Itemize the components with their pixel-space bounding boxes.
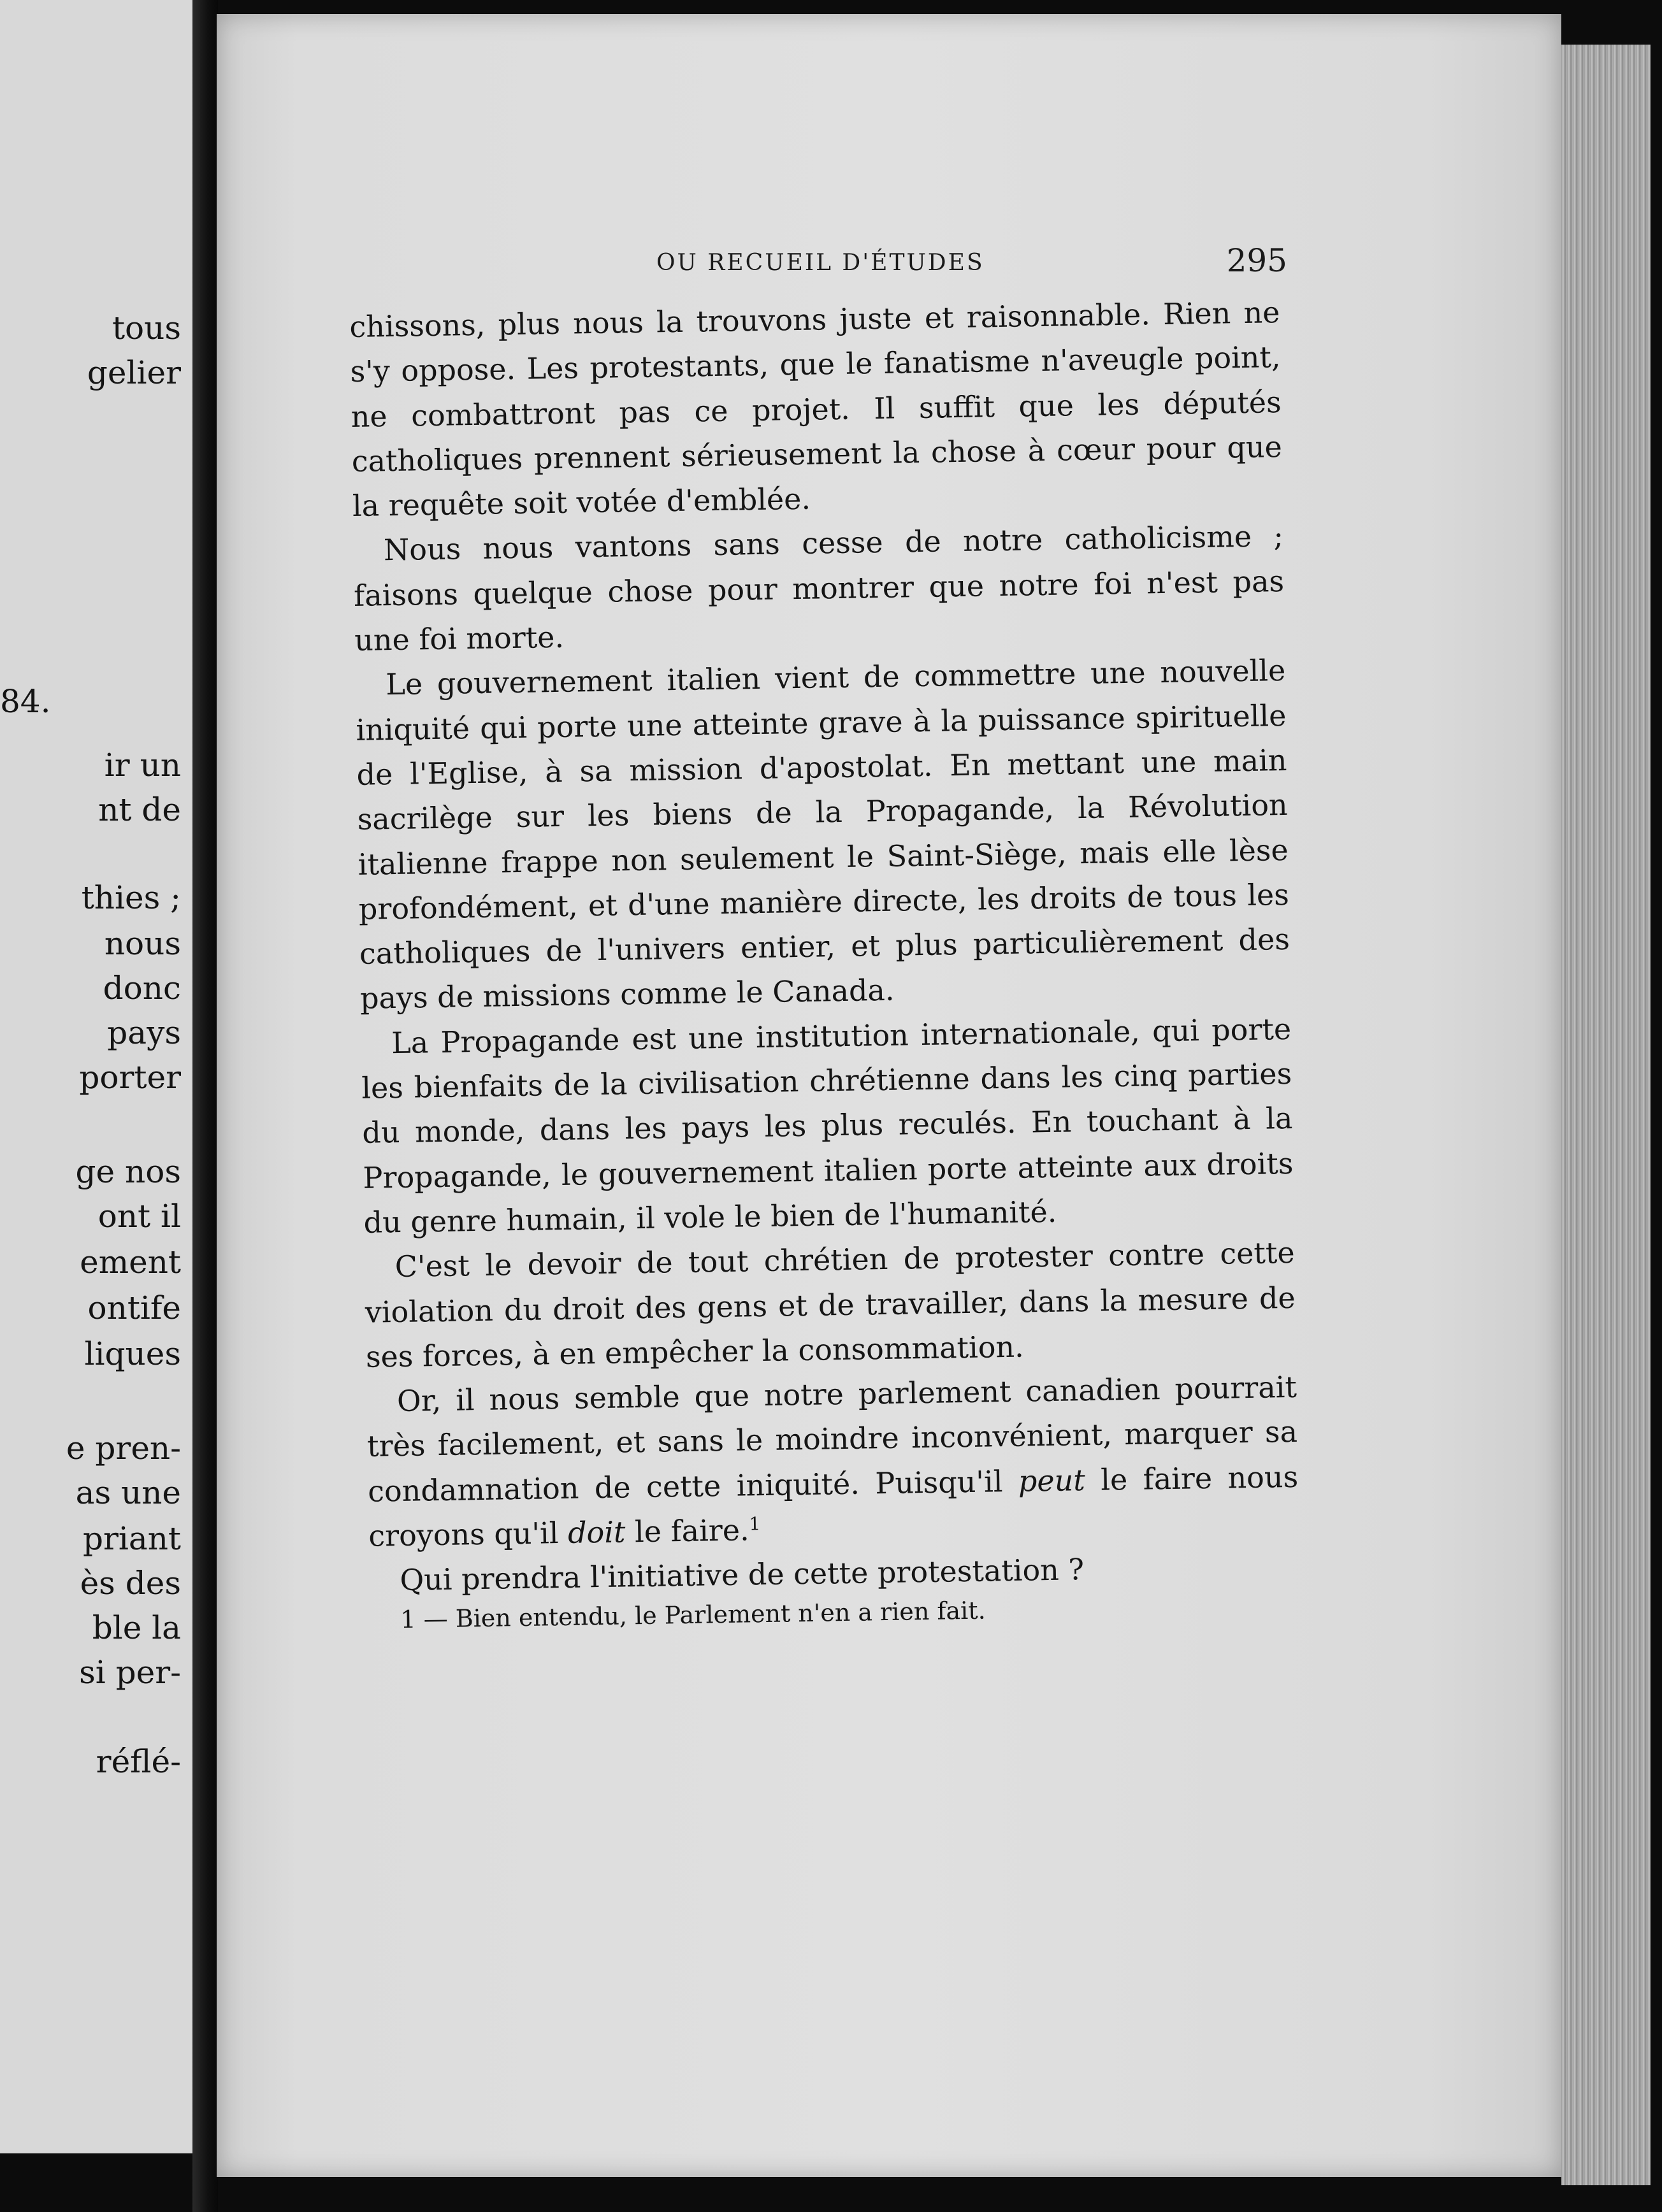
paragraph: Nous nous vantons sans cesse de notre catholicisme ; faisons quelque chose pour montrer que notre foi n'est pas une foi morte.: [353, 519, 1285, 658]
footnote: 1 — Bien entendu, le Parlement n'en a rien fait.: [400, 1596, 986, 1634]
left-fragment: ement: [80, 1244, 181, 1281]
left-fragment: donc: [103, 970, 181, 1007]
scan-border: [1651, 0, 1662, 2212]
left-fragment: porter: [79, 1059, 181, 1096]
left-fragment: liques: [84, 1335, 181, 1372]
left-fragment: thies ;: [81, 879, 181, 916]
paragraph: chissons, plus nous la trouvons juste et raisonnable. Rien ne s'y oppose. Les protestants, que le fanatisme n'aveugle point, ne combattront pas ce projet. Il suffit que les députés catholiques prennent sérieusement la chose à cœur pour que la requête soit votée d'emblée.: [349, 295, 1283, 524]
page-stack-edge: [1561, 45, 1657, 2185]
left-fragment: priant: [82, 1520, 181, 1557]
page-number: 295: [1226, 242, 1287, 279]
left-fragment: gelier: [87, 354, 181, 391]
paragraph-text: Or, il nous semble que notre parlement canadien pourrait très facilement, et sans le moindre inconvénient, marquer sa condamnation de cette iniquité. Puisqu'il: [366, 1369, 1298, 1509]
left-fragment: tous: [112, 310, 181, 347]
emphasis: doit: [567, 1514, 626, 1550]
paragraph: La Propagande est une institution internationale, qui porte les bienfaits de la civilisation chrétienne dans les cinq parties du monde, dans les pays les plus reculés. En touchant à la Propagande, le gouvernement italien porte atteinte aux droits du genre humain, il vole le bien de l'humanité.: [361, 1011, 1294, 1240]
left-fragment: pays: [107, 1014, 181, 1051]
left-fragment: e pren-: [66, 1430, 181, 1467]
left-fragment: as une: [75, 1474, 181, 1511]
book-gutter: [192, 0, 218, 2212]
left-fragment: ès des: [80, 1565, 181, 1602]
footnote-ref: 1: [749, 1513, 761, 1535]
paragraph-text: le faire.: [634, 1512, 749, 1549]
paragraph: [366, 1365, 1299, 1558]
paragraph: C'est le devoir de tout chrétien de protester contre cette violation du droit des gens et de travailler, dans la mesure de ses forces, à en empêcher la consommation.: [365, 1235, 1296, 1374]
paragraph: Qui prendra l'initiative de cette protestation ?: [400, 1552, 1085, 1598]
left-fragment: 84.: [0, 683, 51, 720]
left-fragment: ble la: [92, 1609, 181, 1646]
previous-page-fragment: [0, 0, 196, 2153]
left-fragment: nt de: [98, 791, 181, 828]
paragraph-text: le faire nous croyons qu'il: [368, 1459, 1299, 1553]
left-fragment: si per-: [79, 1654, 181, 1691]
emphasis: peut: [1018, 1462, 1086, 1498]
page-header: [421, 242, 1287, 285]
left-fragment: réflé-: [96, 1743, 181, 1780]
left-fragment: ir un: [104, 747, 181, 784]
left-fragment: ont il: [98, 1198, 181, 1235]
running-head: OU RECUEIL D'ÉTUDES: [656, 250, 985, 276]
left-fragment: ontife: [87, 1289, 181, 1326]
page-body: [349, 290, 1301, 1636]
paragraph: Le gouvernement italien vient de commettre une nouvelle iniquité qui porte une atteinte grave à la puissance spirituelle de l'Eglise, à sa mission d'apostolat. En mettant une main sacrilège sur les biens de la Propagande, la Révolution italienne frappe non seulement le Saint-Siège, mais elle lèse profondément, et d'une manière directe, les droits de tous les catholiques de l'univers entier, et plus particulièrement des pays de missions comme le Canada.: [356, 653, 1290, 1016]
left-fragment: ge nos: [75, 1153, 181, 1190]
left-fragment: nous: [104, 925, 181, 962]
